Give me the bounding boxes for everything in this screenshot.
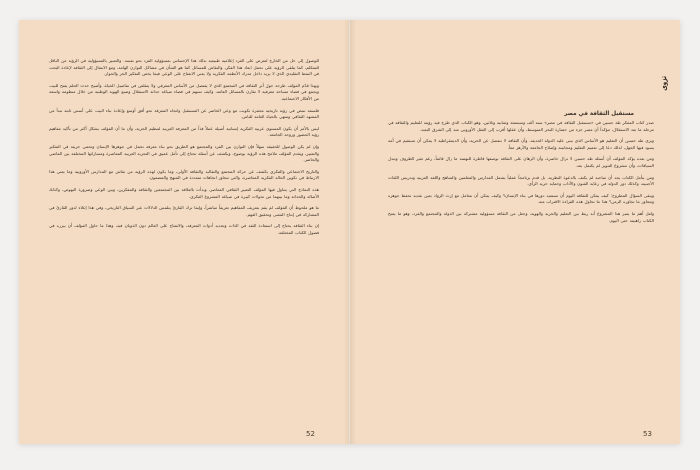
paragraph: ويبقى السؤال المطروح: كيف يمكن للثقافة اليوم أن تستعيد دورها في بناء الإنسان؟ وكيف يمكن أن نتعامل مع إرث الرواد بعين نقدية تحفظ جوهره وتتجاوز ما تجاوزه الزمن؟ هذا ما تحاول هذه القراءة الاقتراب منه. [388, 192, 654, 205]
book-spread [19, 20, 680, 444]
magazine-logo: نزوى [659, 76, 668, 91]
paragraph: للوصول إلى حل من الخارج لتعرض على الفرد إعلامية طبيعية بذلك هذا الإحساس بمسؤولية الفرد نحو نفسه. والتعبير بالمسؤولية في الرؤية من الناقل للمتكلم، كما يتلقى الرؤية على تحمل ابعاد هذا الفكر، والنقاش للمسائل كما هو الشأن في مشاكل التوازن الهامة، ومع الانتقال إلى الثقافة لإعادة البحث في النمط التقليدي الذي لا يزيد داخل مدرك الأنظمة الفكرية ولا يعني الانفتاح على الوعي فيما يخص التفكير الحر والحوار. [49, 58, 319, 77]
paragraph: إن بناء الثقافة يحتاج إلى استعادة الثقة في الذات وتجديد أدوات المعرفة، والانفتاح على العالم دون الذوبان فيه، وهذا ما حاول المؤلف أن يبرزه في فصول الكتاب المختلفة. [49, 223, 319, 235]
paragraph: ولعل أهم ما يميز هذا المشروع أنه ربط بين التعليم والحرية والهوية، وجعل من الثقافة مسؤولية مشتركة بين الدولة والمجتمع والفرد، وهو ما يمنح الكتاب راهنيته حتى اليوم. [388, 210, 654, 223]
right-page-body [388, 120, 654, 417]
paragraph: ومن بعده يؤكد المؤلف أن أسئلة طه حسين لا تزال حاضرة، وأن الرهان على الثقافة بوصفها قاطرة للنهضة ما زال قائماً، رغم تغير الظروف وتبدل السياقات، وأن مشروع التنوير لم يكتمل بعد. [388, 156, 654, 168]
paragraph: هذه النماذج التي يتناول فيها المؤلف التعبير الثقافي المعاصر، وبدأت بالعلاقة بين المجتمعين والثقافة والمفكرين، وبين الوعي وضرورة النهوض، وكذلك الأصالة والحداثة وما بينهما من تحولات كبيرة في صياغة المشروع الفكري. [49, 186, 319, 199]
right-page [350, 20, 680, 444]
page-number: 52 [306, 430, 315, 438]
paragraph: والتاريخ الاجتماعي والفكري يكشف عن حركة المجتمع والتقاليد والثقافة الأولى، وما يكون لهذه الرؤية من نقاش مع المدارس الأوروبية وما يعني هذا الارتباط في تكوين الحالة الفكرية المعاصرة، والتي تتجاوز اتجاهات متعددة في المنهج والمضمون. [49, 168, 319, 181]
left-page-body [49, 58, 319, 413]
page-number: 53 [643, 430, 652, 438]
paragraph: ليس بالأمر أن يكون المستوى عربية الفكرية إنسانية أصيلة عملاً فذاً من المعرفة العربية لتنظيم الحرية، وأن ما أن المؤلف يشكل أكثر من تأكيد مفاهيم رؤية الحضور وروحه الجامعة. [49, 125, 319, 138]
book-gutter [344, 20, 356, 444]
left-page [19, 20, 349, 444]
paragraph: ما هو ملحوظ أن المؤلف لم يقم بتعريف المفاهيم تعريفاً مباشراً، وإنما ترك القارئ يتلمس الدلالات عبر السياق التاريخي، وفي هذا إعلاء لدور القارئ في المشاركة في إنتاج المعنى وتحقيق الفهم. [49, 205, 319, 217]
paragraph: فلسفة تنبض في رؤية تاريخية محفزة تكونت مع وعي الحاضر عن المستقبل واتجاه المعرفة نحو أفق أوسع وإعادة بناء البيت على أسس ثابتة تبدأ من المشهد الثقافي وتنتهي بالحياة العامة للناس. [49, 107, 319, 120]
paragraph: ومن يتأمل الكتاب يجد أن صاحبه لم يكتف بالدعوة النظرية، بل قدم برنامجاً عملياً يشمل المدارس والمعلمين والمناهج واللغة العربية وتدريس اللغات الأجنبية، وكذلك دور الدولة في رعاية الفنون والآداب وحماية حرية الرأي. [388, 174, 654, 187]
paragraph: صدر كتاب المفكر طه حسين في «مستقبل الثقافة في مصر» سنة ألف وتسعمئة وثمانية وثلاثين، وهو الكتاب الذي طرح فيه رؤيته للتعليم والثقافة في مرحلة ما بعد الاستقلال، مؤكداً أن مصر جزء من حضارة البحر المتوسط، وأن عقلها أقرب إلى العقل الأوروبي منه إلى الشرق البعيد. [388, 120, 654, 132]
paragraph: ويرى طه حسين أن التعليم هو الأساس الذي تبنى عليه الدولة الحديثة، وأن الثقافة لا تنفصل عن الحرية، وأن الديمقراطية لا يمكن أن تستقيم في أمة يسود فيها الجهل، لذلك دعا إلى تعميم التعليم ومجانيته وإصلاح الجامعة والأزهر معاً. [388, 138, 654, 150]
chapter-title: مستقبل الثقافة في مصر [564, 111, 634, 117]
paragraph: وبهذا قدّم المؤلف طرحه حول أثر الثقافة في المجتمع الذي لا يفتصل من الأساس المعرفي ولا يتقلص في تفاصيل الحياة، وأصبح حدث الحلم يفتح للبيت ويجمع في فضاء مساحة معرفية لا تقارن بالمسائل العامة، وكيف تسهم في فضاء صياغة حداثة الاستقلال وصنع الهوية الوطنية من خلال منظومة واسعة من الأفكار الاجتماعية. [49, 82, 319, 101]
paragraph: وإن لم يكن الوصول للحقيقة سهلاً فإن التوازن بين الفرد والمجتمع هو الطريق نحو بناء معرفة تحمل في جوهرها الإنسان وتحمي حريته في التفكير والتعبير، ويقدم المؤلف ملامح هذه الرؤية بوضوح، ويكشف عن أسئلة تحتاج إلى تأمل عميق في التجربة العربية المعاصرة ومساراتها المختلفة بين الماضي والحاضر. [49, 143, 319, 163]
